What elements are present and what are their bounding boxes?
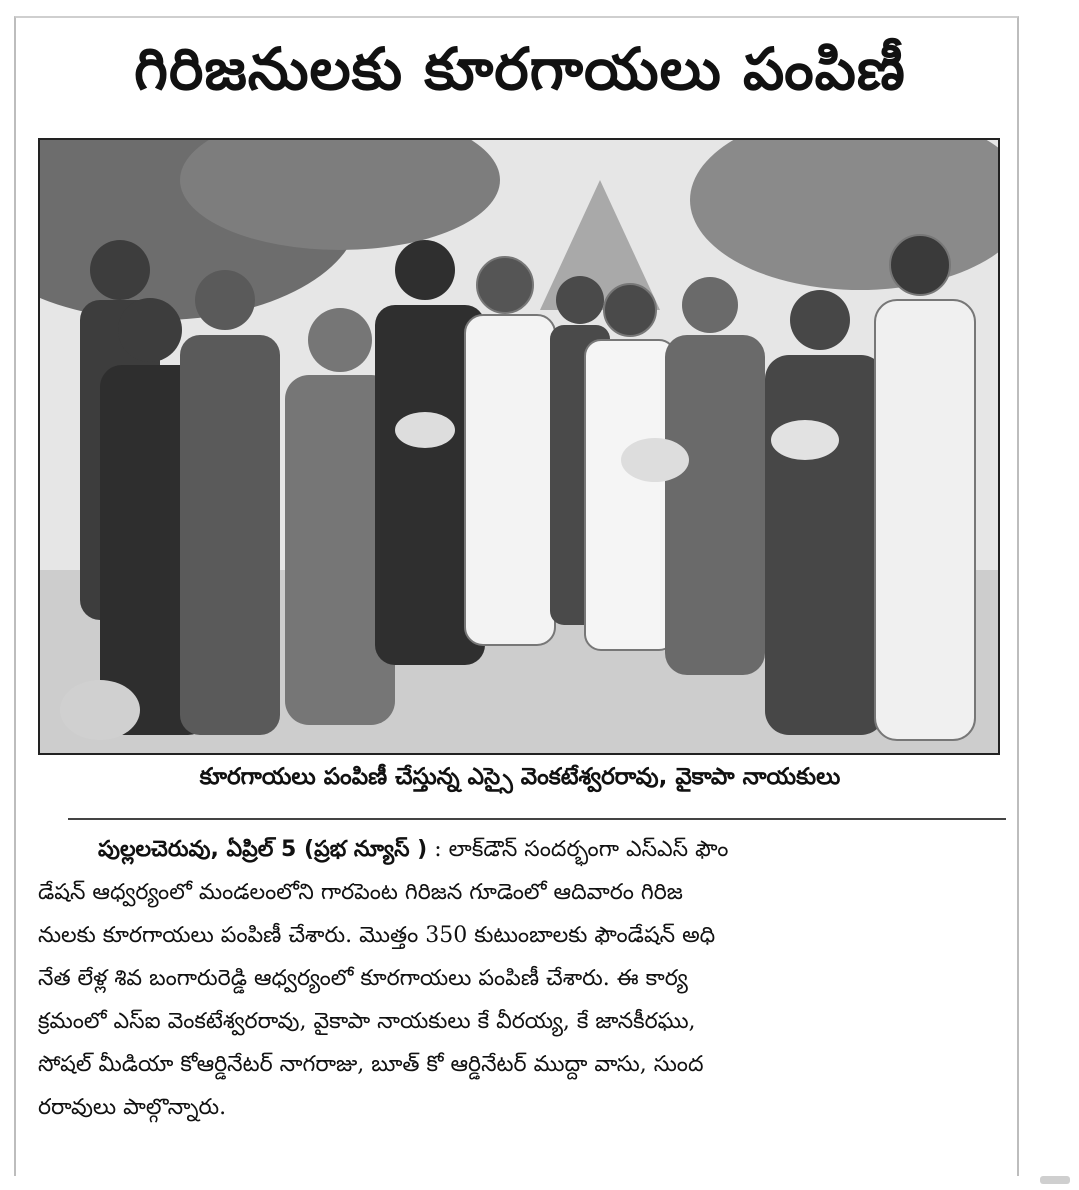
article-line-1 <box>38 828 1008 871</box>
article-line-6: సోషల్ మీడియా కోఆర్డినేటర్ నాగరాజు, బూత్ కో ఆర్డినేటర్ ముద్దా వాసు, సుంద <box>38 1052 704 1077</box>
article-line-2: డేషన్ ఆధ్వర్యంలో మండలంలోని గారపెంట గిరిజన గూడెంలో ఆదివారం గిరిజ <box>38 880 683 905</box>
headline: గిరిజనులకు కూరగాయలు పంపిణీ <box>134 34 906 103</box>
photo-caption: కూరగాయలు పంపిణీ చేస్తున్న ఎస్సై వెంకటేశ్వరరావు, వైకాపా నాయకులు <box>199 764 841 790</box>
article-line-7: రరావులు పాల్గొన్నారు. <box>38 1095 227 1120</box>
article-line-5: క్రమంలో ఎస్ఐ వెంకటేశ్వరరావు, వైకాపా నాయకులు కే వీరయ్య, కే జానకీరఘు, <box>38 1009 696 1034</box>
divider-line <box>68 818 1006 820</box>
photo-icon <box>40 140 998 753</box>
corner-mark <box>1040 1176 1070 1184</box>
article-line-3: నులకు కూరగాయలు పంపిణీ చేశారు. మొత్తం 350 కుటుంబాలకు ఫౌండేషన్ అధి <box>38 923 716 948</box>
dateline: పుల్లలచెరువు, ఏప్రిల్ 5 (ప్రభ న్యూస్ ) <box>98 837 428 862</box>
article-line-4: నేత లేళ్ల శివ బంగారురెడ్డి ఆధ్వర్యంలో కూరగాయలు పంపిణీ చేశారు. ఈ కార్య <box>38 966 688 991</box>
article-body <box>38 828 1008 1168</box>
news-photo <box>38 138 1000 755</box>
article-line-1-text: : లాక్‌డౌన్ సందర్భంగా ఎస్ఎస్ ఫౌం <box>434 837 729 862</box>
